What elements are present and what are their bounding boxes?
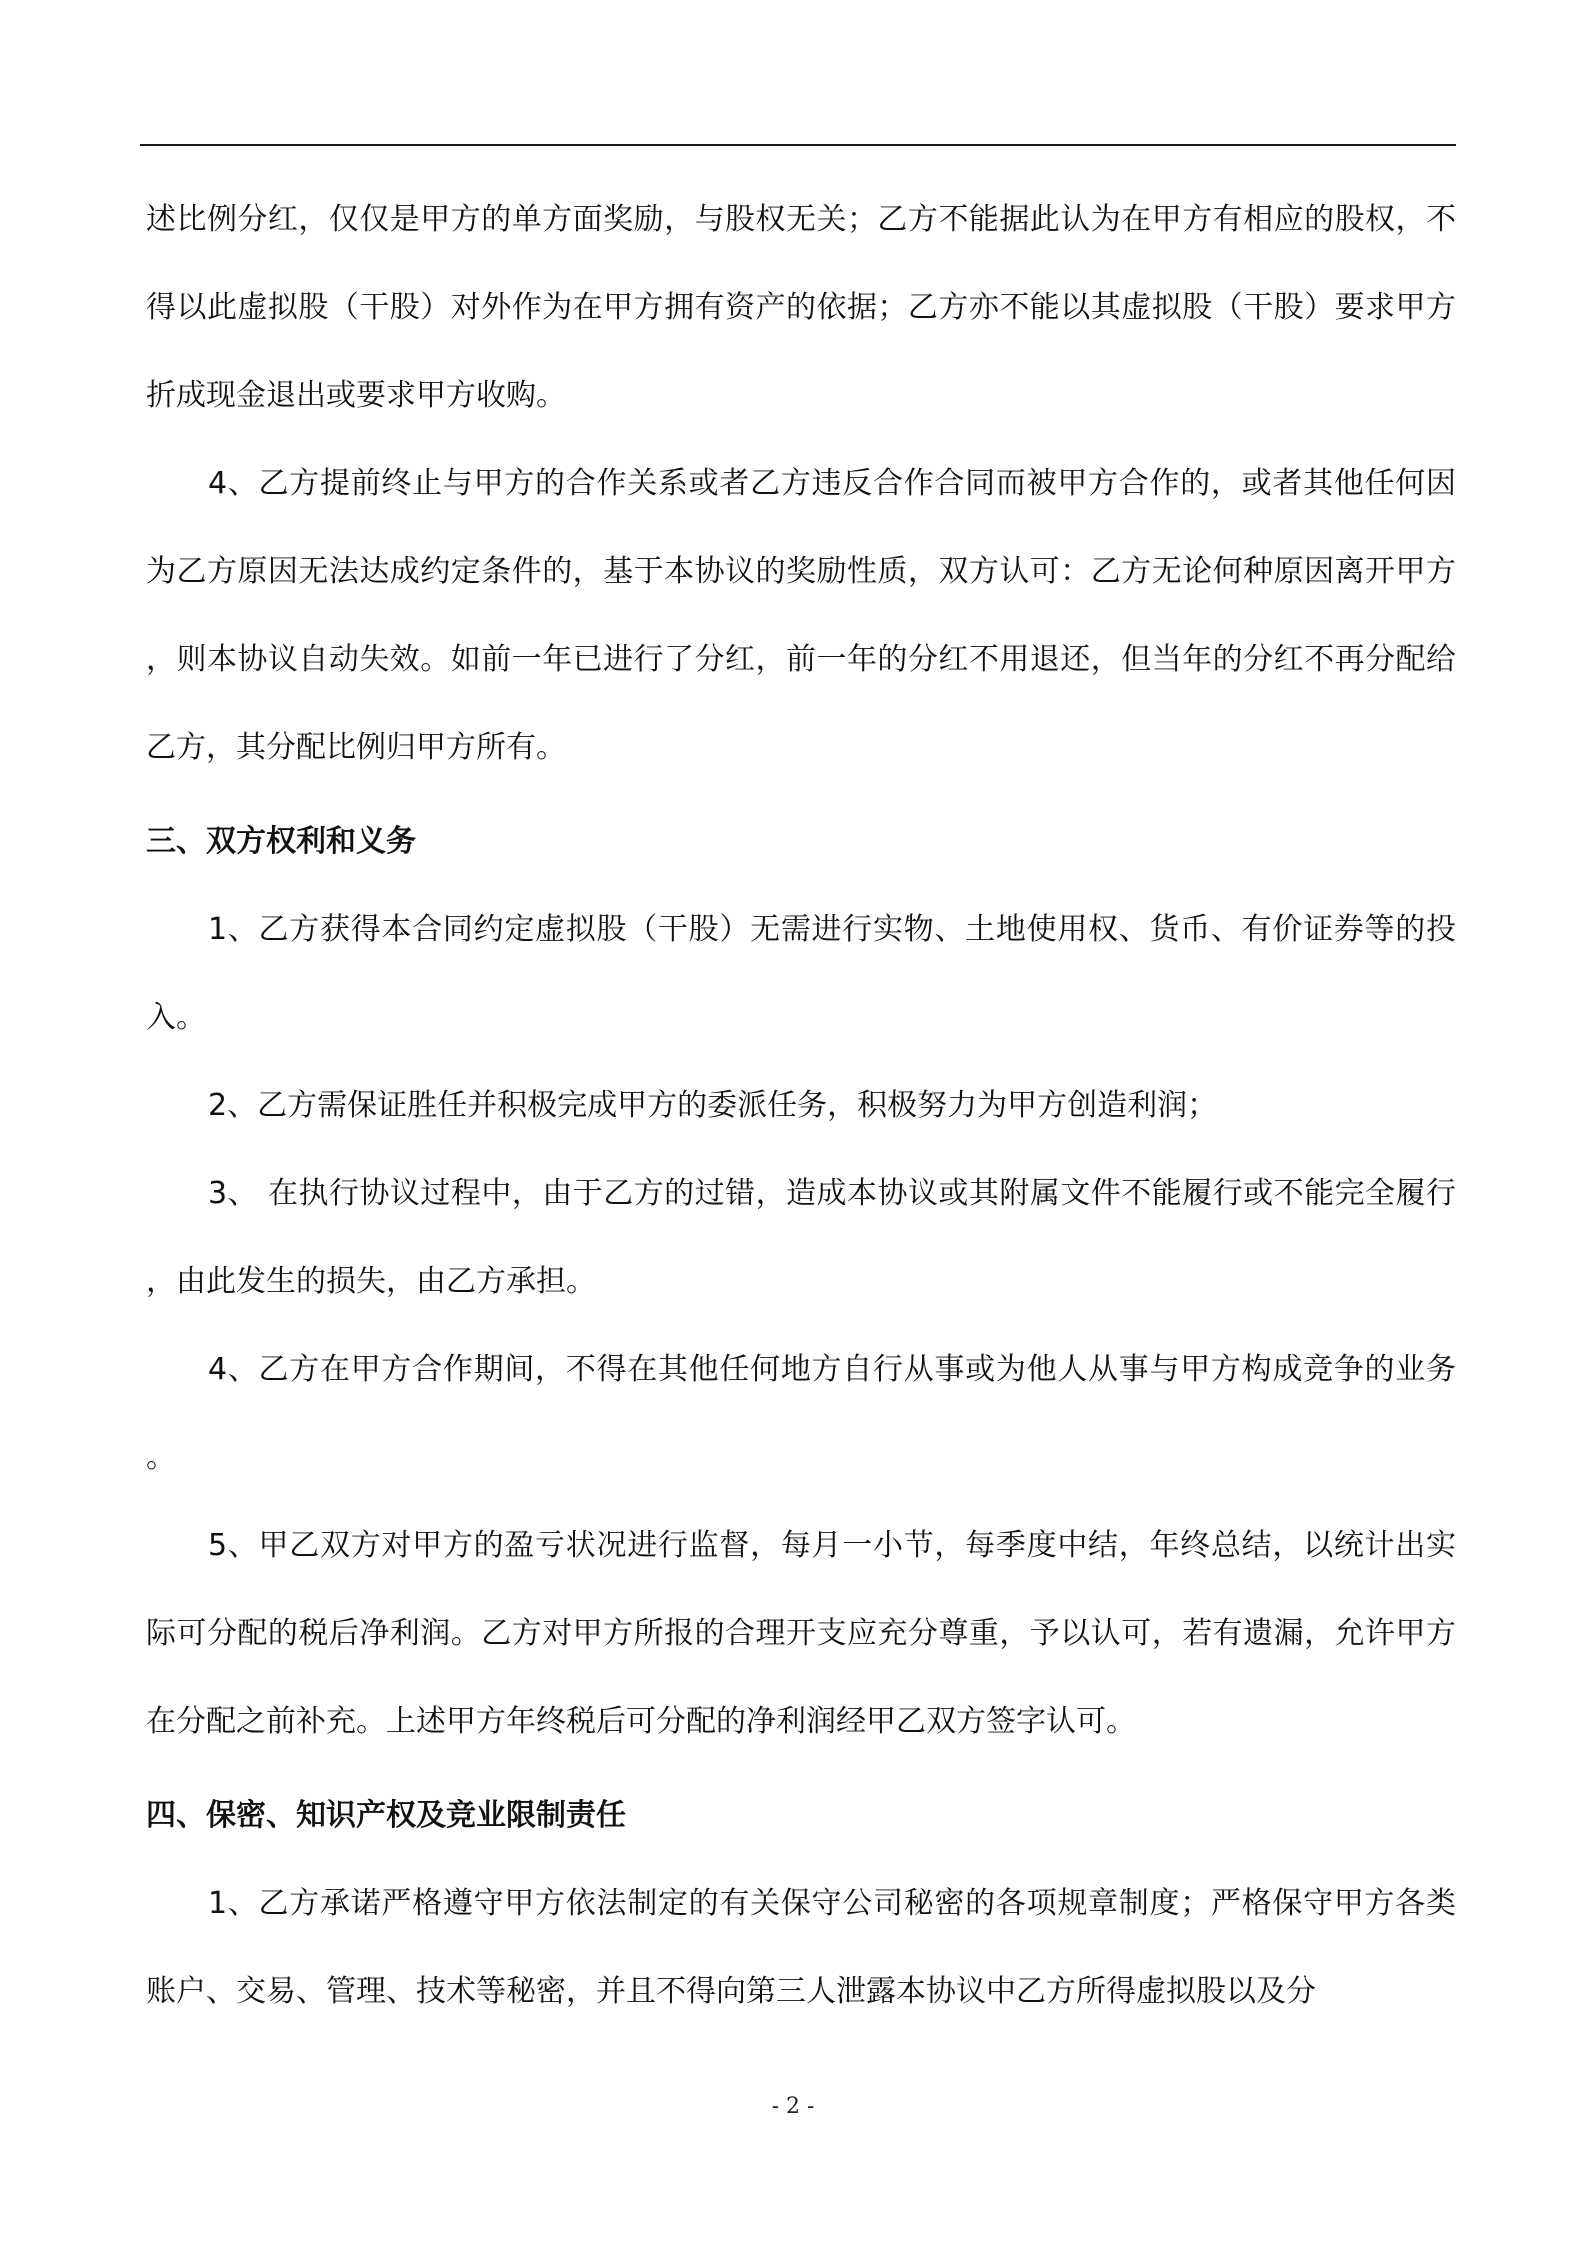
paragraph-clause-1-confidentiality: 1、乙方承诺严格遵守甲方依法制定的有关保守公司秘密的各项规章制度；严格保守甲方各类账户、交易、管理、技术等秘密，并且不得向第三人泄露本协议中乙方所得虚拟股以及分	[146, 1886, 1456, 2009]
paragraph-clause-4-termination: 4、乙方提前终止与甲方的合作关系或者乙方违反合作合同而被甲方合作的，或者其他任何因为乙方原因无法达成约定条件的，基于本协议的奖励性质，双方认可：乙方无论何种原因离开甲方，则本协议自动失效。如前一年已进行了分红，前一年的分红不用退还，但当年的分红不再分配给乙方，其分配比例归甲方所有。	[146, 466, 1456, 765]
header-rule	[140, 144, 1456, 146]
section-heading-confidentiality: 四、保密、知识产权及竞业限制责任	[146, 1798, 626, 1833]
paragraph-clause-4-non-compete: 4、乙方在甲方合作期间，不得在其他任何地方自行从事或为他人从事与甲方构成竞争的业务。	[146, 1352, 1456, 1475]
paragraph-continuation: 述比例分红，仅仅是甲方的单方面奖励，与股权无关；乙方不能据此认为在甲方有相应的股权，不得以此虚拟股（干股）对外作为在甲方拥有资产的依据；乙方亦不能以其虚拟股（干股）要求甲方折成现金退出或要求甲方收购。	[146, 202, 1456, 413]
paragraph-clause-5-supervision: 5、甲乙双方对甲方的盈亏状况进行监督，每月一小节，每季度中结，年终总结，以统计出实际可分配的税后净利润。乙方对甲方所报的合理开支应充分尊重，予以认可，若有遗漏，允许甲方在分配之前补充。上述甲方年终税后可分配的净利润经甲乙双方签字认可。	[146, 1528, 1456, 1739]
section-heading-rights-obligations: 三、双方权利和义务	[146, 824, 416, 859]
paragraph-clause-3-liability: 3、 在执行协议过程中，由于乙方的过错，造成本协议或其附属文件不能履行或不能完全履行，由此发生的损失，由乙方承担。	[146, 1176, 1456, 1299]
paragraph-clause-2-duties: 2、乙方需保证胜任并积极完成甲方的委派任务，积极努力为甲方创造利润；	[208, 1088, 1218, 1123]
page-number: - 2 -	[771, 2094, 815, 2119]
paragraph-clause-1-investment: 1、乙方获得本合同约定虚拟股（干股）无需进行实物、土地使用权、货币、有价证券等的投入。	[146, 912, 1456, 1035]
document-body	[146, 176, 1456, 2036]
